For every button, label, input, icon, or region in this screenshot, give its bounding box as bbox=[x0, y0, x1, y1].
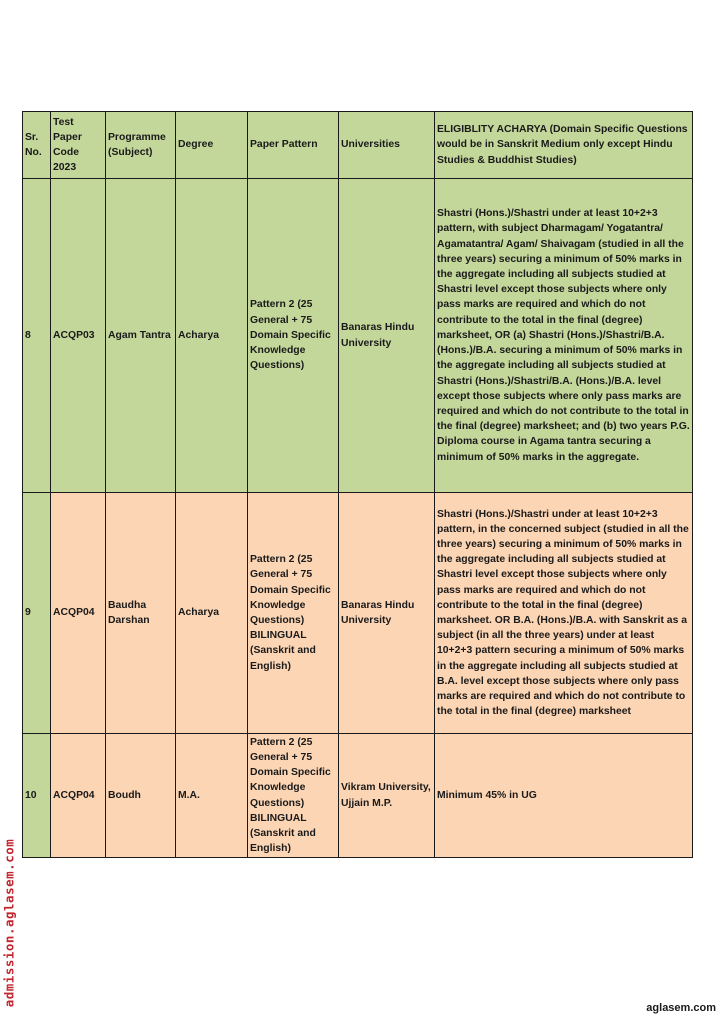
header-sr-no: Sr. No. bbox=[23, 112, 51, 179]
footer-site-name: aglasem.com bbox=[646, 1002, 716, 1014]
cell-programme: Baudha Darshan bbox=[106, 493, 176, 734]
table-header-row bbox=[23, 112, 693, 179]
cell-universities: Banaras Hindu University bbox=[339, 179, 435, 493]
cell-sr-no: 10 bbox=[23, 734, 51, 858]
cell-degree: Acharya bbox=[176, 179, 248, 493]
watermark bbox=[2, 830, 16, 1015]
header-programme: Programme (Subject) bbox=[106, 112, 176, 179]
cell-eligibility: Shastri (Hons.)/Shastri under at least 10+2+3 pattern, in the concerned subject (studied in all the three years) securing a minimum of 50% marks in the aggregate including all subjects studied at Shastri level except those subjects where only pass marks are required and which do not contribute to the total in the final (degree) marksheet. OR B.A. (Hons.)/B.A. with Sanskrit as a subject (in all the three years) under at least 10+2+3 pattern securing a minimum of 50% marks in the aggregate including all subjects studied at B.A. level except those subjects where only pass marks are required and which do not contribute to the total in the final (degree) marksheet bbox=[435, 493, 693, 734]
cell-sr-no: 9 bbox=[23, 493, 51, 734]
cell-test-paper-code: ACQP04 bbox=[51, 493, 106, 734]
cell-eligibility: Minimum 45% in UG bbox=[435, 734, 693, 858]
watermark-text: admission.aglasem.com bbox=[1, 838, 17, 1007]
cell-sr-no: 8 bbox=[23, 179, 51, 493]
cell-universities: Banaras Hindu University bbox=[339, 493, 435, 734]
header-degree: Degree bbox=[176, 112, 248, 179]
table-row bbox=[23, 734, 693, 858]
cell-degree: Acharya bbox=[176, 493, 248, 734]
cell-programme: Agam Tantra bbox=[106, 179, 176, 493]
eligibility-table bbox=[22, 111, 693, 858]
cell-paper-pattern: Pattern 2 (25 General + 75 Domain Specific Knowledge Questions) BILINGUAL (Sanskrit and English) bbox=[248, 493, 339, 734]
cell-programme: Boudh bbox=[106, 734, 176, 858]
header-universities: Universities bbox=[339, 112, 435, 179]
cell-test-paper-code: ACQP04 bbox=[51, 734, 106, 858]
cell-paper-pattern: Pattern 2 (25 General + 75 Domain Specific Knowledge Questions) bbox=[248, 179, 339, 493]
table-row bbox=[23, 493, 693, 734]
cell-paper-pattern: Pattern 2 (25 General + 75 Domain Specific Knowledge Questions) BILINGUAL (Sanskrit and English) bbox=[248, 734, 339, 858]
cell-test-paper-code: ACQP03 bbox=[51, 179, 106, 493]
cell-eligibility: Shastri (Hons.)/Shastri under at least 10+2+3 pattern, with subject Dharmagam/ Yogatantra/ Agamatantra/ Agam/ Shaivagam (studied in all the three years) securing a minimum of 50% marks in the aggregate including all subjects studied at Shastri level except those subjects where only pass marks are required and which do not contribute to the total in the final (degree) marksheet, OR (a) Shastri (Hons.)/Shastri/B.A. (Hons.)/B.A. securing a minimum of 50% marks in the aggregate including all subjects studied at Shastri (Hons.)/Shastri/B.A. (Hons.)/B.A. level except those subjects where only pass marks are required and which do not contribute to the total in the final (degree) marksheet; and (b) two years P.G. Diploma course in Agama tantra securing a minimum of 50% marks in the aggregate. bbox=[435, 179, 693, 493]
header-eligibility: ELIGIBLITY ACHARYA (Domain Specific Questions would be in Sanskrit Medium only except Hindu Studies & Buddhist Studies) bbox=[435, 112, 693, 179]
cell-degree: M.A. bbox=[176, 734, 248, 858]
table-row bbox=[23, 179, 693, 493]
header-paper-pattern: Paper Pattern bbox=[248, 112, 339, 179]
header-test-paper-code: Test Paper Code 2023 bbox=[51, 112, 106, 179]
cell-universities: Vikram University, Ujjain M.P. bbox=[339, 734, 435, 858]
